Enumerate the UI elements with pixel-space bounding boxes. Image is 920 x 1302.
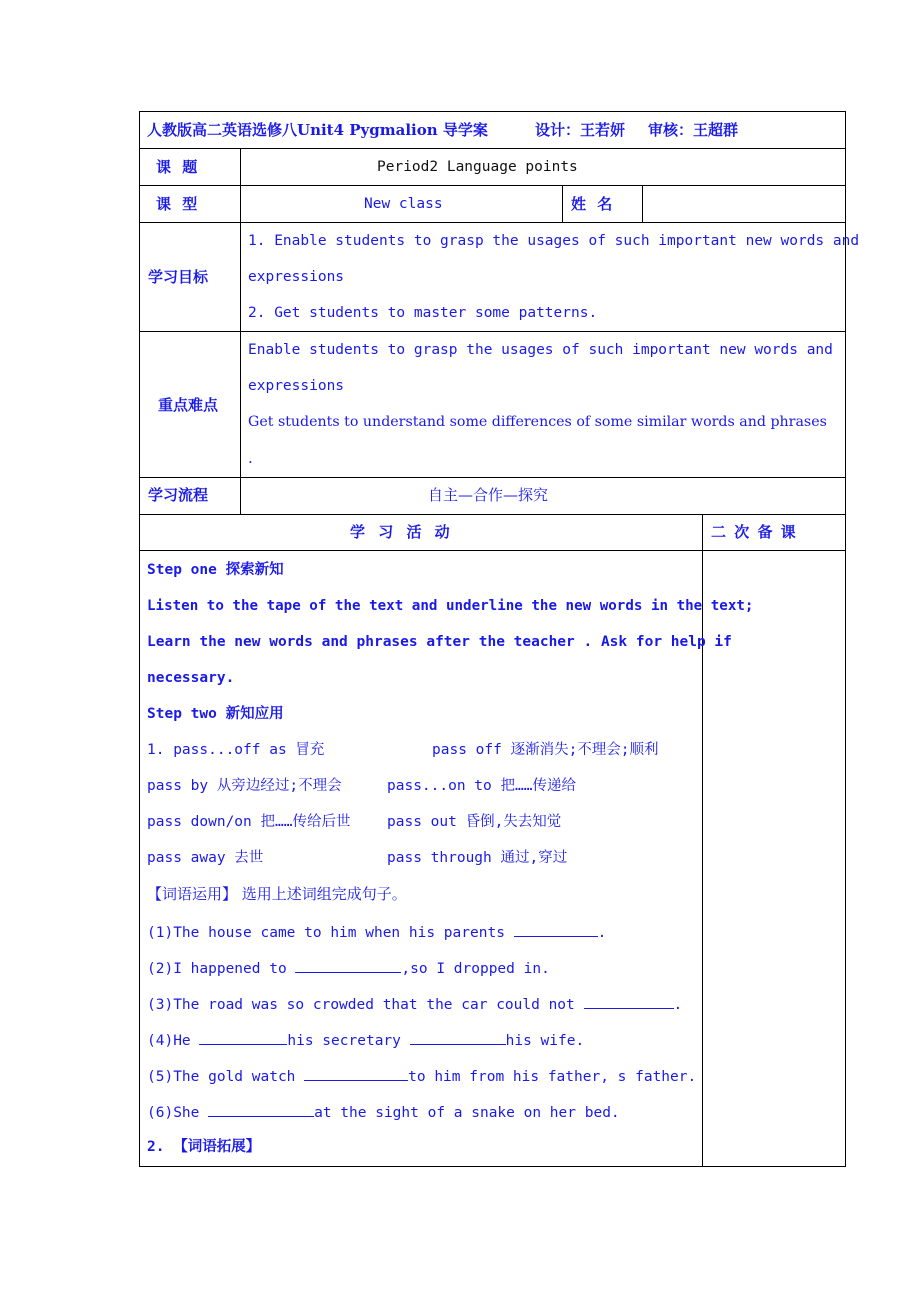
step-one-line: Listen to the tape of the text and underline the new words in the text; bbox=[147, 598, 754, 614]
answer-blank[interactable] bbox=[514, 922, 598, 937]
phrase-item: pass through 通过,穿过 bbox=[387, 850, 568, 866]
objectives-line: expressions bbox=[248, 269, 345, 285]
phrase-item: pass...on to 把……传递给 bbox=[387, 778, 576, 794]
step-one-title: Step one 探索新知 bbox=[147, 562, 284, 578]
answer-blank[interactable] bbox=[304, 1066, 408, 1081]
exercise-sentence: (6)She at the sight of a snake on her bed. bbox=[147, 1102, 620, 1122]
lesson-type-value: New class bbox=[364, 196, 443, 212]
step-one-line: Learn the new words and phrases after the teacher . Ask for help if bbox=[147, 634, 732, 650]
key-points-line: Get students to understand some differences of some similar words and phrases bbox=[248, 414, 827, 430]
key-points-line: expressions bbox=[248, 378, 345, 394]
process-label: 学习流程 bbox=[148, 486, 209, 504]
key-points-label: 重点难点 bbox=[158, 396, 219, 414]
objectives-line: 1. Enable students to grasp the usages of such important new words and bbox=[248, 233, 860, 249]
step-two-title: Step two 新知应用 bbox=[147, 706, 284, 722]
answer-blank[interactable] bbox=[199, 1030, 287, 1045]
key-points-line: Enable students to grasp the usages of such important new words and bbox=[248, 342, 833, 358]
phrase-item: pass out 昏倒,失去知觉 bbox=[387, 814, 562, 830]
step-one-line: necessary. bbox=[147, 670, 235, 686]
designer-credit: 设计：王若妍 bbox=[535, 121, 626, 139]
objectives-line: 2. Get students to master some patterns. bbox=[248, 305, 598, 321]
phrase-item: pass away 去世 bbox=[147, 850, 264, 866]
exercise-sentence: (3)The road was so crowded that the car could not . bbox=[147, 994, 682, 1014]
exercise-sentence: (1)The house came to him when his parents . bbox=[147, 922, 606, 942]
topic-label: 课 题 bbox=[156, 158, 198, 176]
exercise-sentence: (5)The gold watch to him from his father, s father. bbox=[147, 1066, 696, 1086]
exercise-title: 【词语运用】 选用上述词组完成句子。 bbox=[147, 885, 407, 903]
topic-value: Period2 Language points bbox=[377, 159, 578, 175]
expand-title: 2. 【词语拓展】 bbox=[147, 1139, 261, 1155]
key-points-line: . bbox=[248, 449, 253, 467]
phrase-item: pass by 从旁边经过;不理会 bbox=[147, 778, 342, 794]
answer-blank[interactable] bbox=[295, 958, 401, 973]
document-title: 人教版高二英语选修八Unit4 Pygmalion 导学案 bbox=[147, 121, 488, 139]
exercise-sentence: (4)He his secretary his wife. bbox=[147, 1030, 584, 1050]
objectives-label: 学习目标 bbox=[148, 268, 209, 286]
phrase-item: pass down/on 把……传给后世 bbox=[147, 814, 351, 830]
second-prep-header: 二 次 备 课 bbox=[711, 523, 796, 541]
answer-blank[interactable] bbox=[208, 1102, 314, 1117]
lesson-type-label: 课 型 bbox=[156, 195, 198, 213]
answer-blank[interactable] bbox=[410, 1030, 506, 1045]
reviewer-credit: 审核：王超群 bbox=[648, 121, 739, 139]
exercise-sentence: (2)I happened to ,so I dropped in. bbox=[147, 958, 550, 978]
phrase-item: 1. pass...off as 冒充 bbox=[147, 742, 325, 758]
activity-header: 学 习 活 动 bbox=[350, 523, 450, 541]
phrase-item: pass off 逐渐消失;不理会;顺利 bbox=[432, 742, 659, 758]
process-value: 自主—合作—探究 bbox=[428, 486, 549, 504]
name-label: 姓 名 bbox=[571, 195, 613, 213]
answer-blank[interactable] bbox=[584, 994, 674, 1009]
